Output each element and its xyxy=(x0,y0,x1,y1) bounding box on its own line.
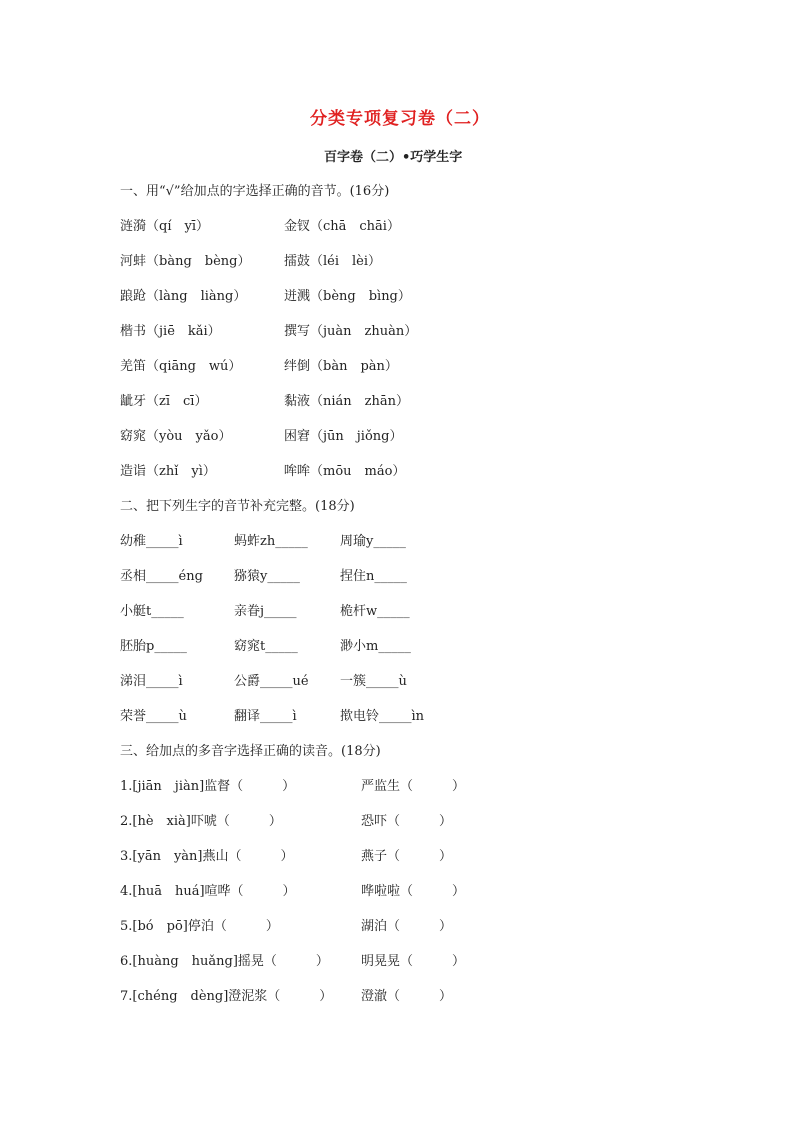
section1-item: 造诣（zhǐ yì） xyxy=(120,464,216,479)
section2-item: 桅杆w_____ xyxy=(340,604,410,619)
section1-item: 羌笛（qiāng wú） xyxy=(120,359,242,374)
section2-item: 捏住n_____ xyxy=(340,569,407,584)
section2-item: 小艇t_____ xyxy=(120,604,184,619)
section2-item: 窈窕t_____ xyxy=(234,639,298,654)
section1-item: 迸溅（bèng bìng） xyxy=(284,289,411,304)
page-title: 分类专项复习卷（二） xyxy=(310,109,490,129)
section1-item: 楷书（jiē kǎi） xyxy=(120,324,221,339)
section1-item: 黏液（nián zhān） xyxy=(284,394,409,409)
section3-item: 6.[huàng huǎng]摇晃（ ） xyxy=(120,954,329,969)
section2-item: 胚胎p_____ xyxy=(120,639,187,654)
section3-item: 2.[hè xià]吓唬（ ） xyxy=(120,814,282,829)
section3-heading: 三、给加点的多音字选择正确的读音。(18分) xyxy=(120,744,381,759)
section2-item: 荣誉_____ù xyxy=(120,709,187,724)
section2-item: 周瑜y_____ xyxy=(340,534,406,549)
section1-item: 龇牙（zī cī） xyxy=(120,394,208,409)
section1-item: 涟漪（qí yī） xyxy=(120,219,209,234)
section2-item: 幼稚_____ì xyxy=(120,534,183,549)
section2-item: 渺小m_____ xyxy=(340,639,411,654)
section3-item: 湖泊（ ） xyxy=(361,919,453,934)
section1-item: 撰写（juàn zhuàn） xyxy=(284,324,418,339)
section3-item: 明晃晃（ ） xyxy=(361,954,466,969)
section1-item: 踉跄（làng liàng） xyxy=(120,289,247,304)
section3-item: 1.[jiān jiàn]监督（ ） xyxy=(120,779,296,794)
section2-item: 蚂蚱zh_____ xyxy=(234,534,308,549)
section3-item: 3.[yān yàn]燕山（ ） xyxy=(120,849,294,864)
section3-item: 澄澈（ ） xyxy=(361,989,453,1004)
subtitle-text: 百字卷（二）•巧学生字 xyxy=(324,150,463,165)
section2-item: 一簇_____ù xyxy=(340,674,407,689)
section1-item: 河蚌（bàng bèng） xyxy=(120,254,251,269)
section3-item: 4.[huā huá]喧哗（ ） xyxy=(120,884,296,899)
section3-item: 恐吓（ ） xyxy=(361,814,453,829)
section2-item: 涕泪_____ì xyxy=(120,674,183,689)
section3-item: 7.[chéng dèng]澄泥浆（ ） xyxy=(120,989,333,1004)
section1-item: 擂鼓（léi lèi） xyxy=(284,254,382,269)
section1-item: 哞哞（mōu máo） xyxy=(284,464,406,479)
section1-item: 窈窕（yòu yǎo） xyxy=(120,429,232,444)
section2-item: 公爵_____ué xyxy=(234,674,309,689)
section1-item: 金钗（chā chāi） xyxy=(284,219,400,234)
section2-item: 翻译_____ì xyxy=(234,709,297,724)
section3-item: 严监生（ ） xyxy=(361,779,466,794)
section3-item: 哗啦啦（ ） xyxy=(361,884,466,899)
section1-item: 困窘（jūn jiǒng） xyxy=(284,429,403,444)
section2-item: 猕猿y_____ xyxy=(234,569,300,584)
section2-item: 亲眷j_____ xyxy=(234,604,297,619)
section1-heading: 一、用“√”给加点的字选择正确的音节。(16分) xyxy=(120,184,390,199)
section2-heading: 二、把下列生字的音节补充完整。(18分) xyxy=(120,499,355,514)
section2-item: 揿电铃_____ìn xyxy=(340,709,425,724)
section3-item: 燕子（ ） xyxy=(361,849,453,864)
section3-item: 5.[bó pō]停泊（ ） xyxy=(120,919,279,934)
section2-item: 丞相_____éng xyxy=(120,569,203,584)
section1-item: 绊倒（bàn pàn） xyxy=(284,359,398,374)
